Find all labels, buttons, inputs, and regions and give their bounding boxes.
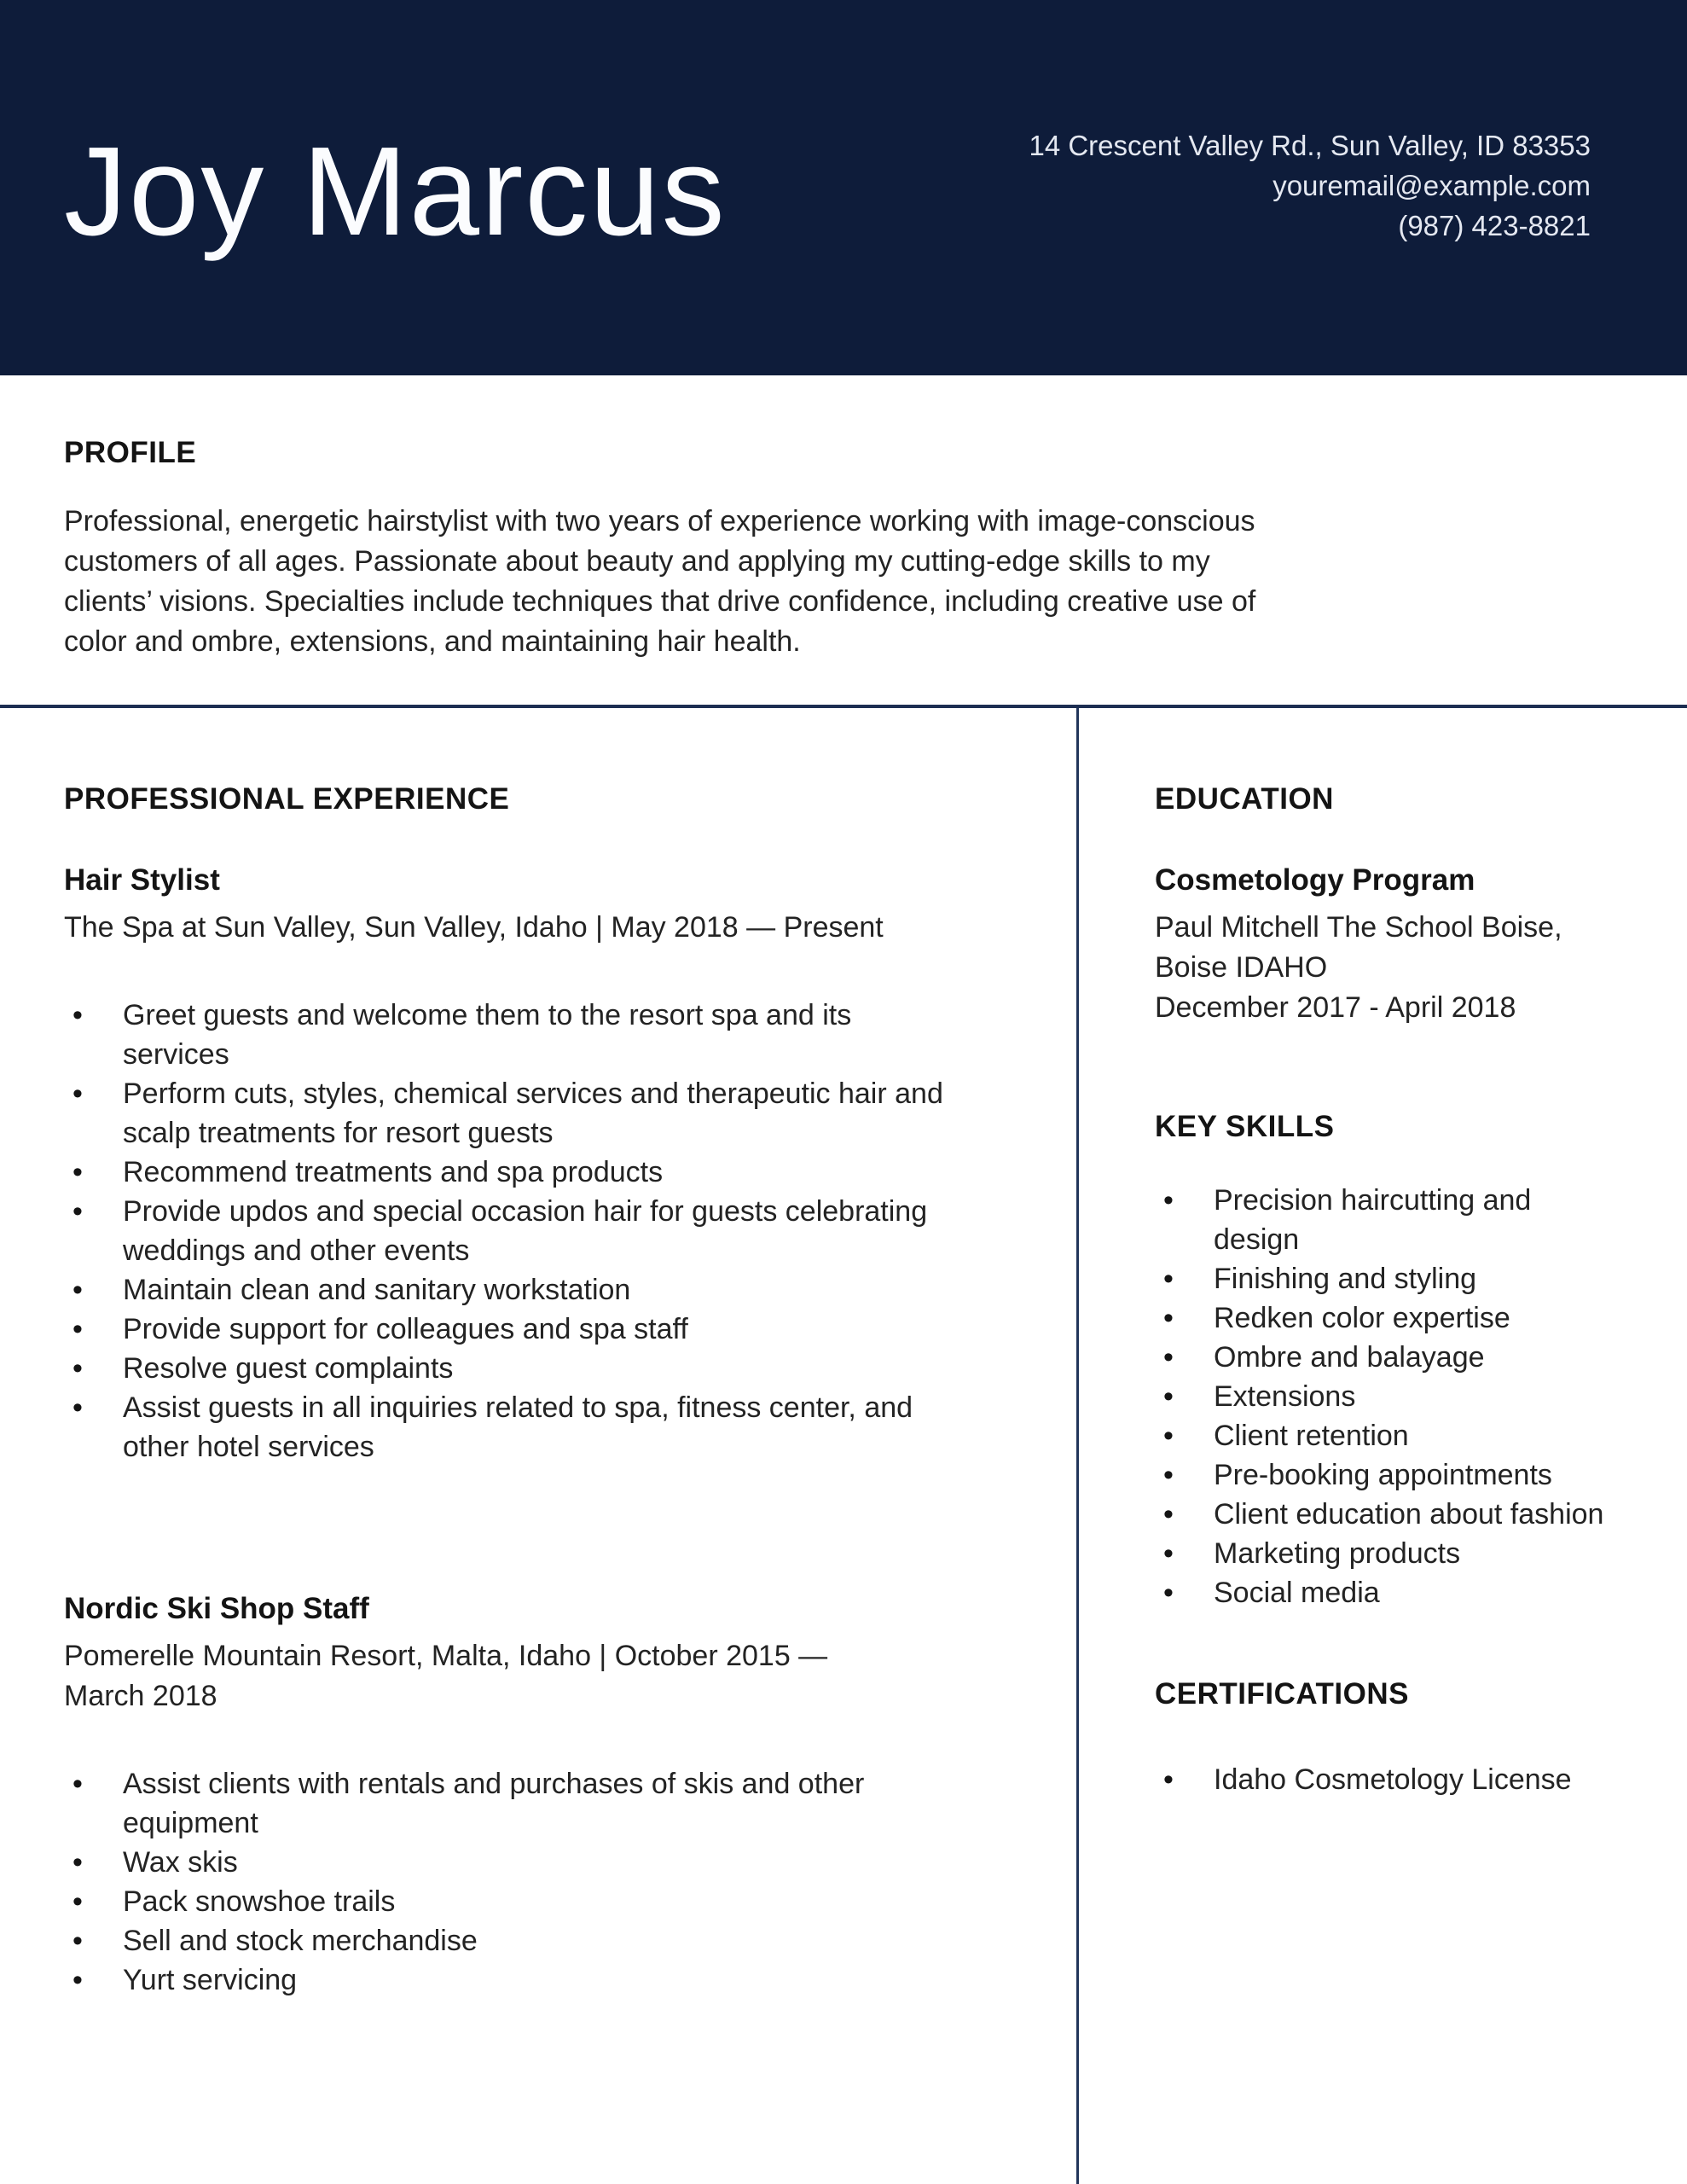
body-columns xyxy=(0,708,1687,2184)
education-detail-line: Paul Mitchell The School Boise, xyxy=(1155,910,1562,944)
job-meta: The Spa at Sun Valley, Sun Valley, Idaho | May 2018 — Present xyxy=(64,910,884,944)
education-heading: EDUCATION xyxy=(1155,782,1334,816)
bullet-icon: • xyxy=(1163,1262,1174,1295)
job-bullet-list xyxy=(64,1764,959,2000)
skill-text: Precision haircutting and design xyxy=(1214,1183,1532,1256)
bullet-icon: • xyxy=(72,1963,83,1996)
bullet-item xyxy=(64,1349,959,1388)
header-band xyxy=(0,0,1687,375)
skill-item xyxy=(1155,1495,1615,1534)
bullet-text: Assist clients with rentals and purchases of skis and other equipment xyxy=(123,1767,865,1839)
bullet-item xyxy=(64,1921,959,1960)
skill-text: Client education about fashion xyxy=(1214,1497,1604,1531)
bullet-item xyxy=(64,996,959,1074)
bullet-icon: • xyxy=(72,998,83,1031)
bullet-item xyxy=(64,1882,959,1921)
bullet-icon: • xyxy=(1163,1380,1174,1413)
bullet-icon: • xyxy=(72,1155,83,1188)
skill-item xyxy=(1155,1377,1615,1416)
bullet-text: Assist guests in all inquiries related to spa, fitness center, and other hotel services xyxy=(123,1391,913,1463)
skill-item xyxy=(1155,1534,1615,1573)
bullet-icon: • xyxy=(72,1077,83,1110)
skill-text: Social media xyxy=(1214,1576,1380,1609)
bullet-icon: • xyxy=(72,1845,83,1879)
skill-text: Marketing products xyxy=(1214,1536,1461,1570)
skill-item xyxy=(1155,1455,1615,1495)
bullet-text: Recommend treatments and spa products xyxy=(123,1155,664,1188)
key-skills-heading: KEY SKILLS xyxy=(1155,1109,1335,1143)
bullet-icon: • xyxy=(72,1767,83,1800)
contact-email: youremail@example.com xyxy=(1272,169,1591,201)
bullet-text: Maintain clean and sanitary workstation xyxy=(123,1273,631,1306)
certification-text: Idaho Cosmetology License xyxy=(1214,1763,1572,1796)
skill-text: Finishing and styling xyxy=(1214,1262,1477,1295)
skill-item xyxy=(1155,1181,1615,1259)
bullet-item xyxy=(64,1074,959,1153)
skill-text: Pre-booking appointments xyxy=(1214,1458,1552,1491)
bullet-icon: • xyxy=(1163,1183,1174,1217)
job-title: Hair Stylist xyxy=(64,863,220,897)
contact-block xyxy=(1029,125,1591,246)
bullet-text: Sell and stock merchandise xyxy=(123,1924,478,1957)
contact-phone: (987) 423-8821 xyxy=(1398,209,1591,241)
bullet-item xyxy=(64,1388,959,1467)
profile-section xyxy=(0,375,1687,662)
bullet-item xyxy=(64,1270,959,1310)
bullet-icon: • xyxy=(72,1194,83,1228)
skill-item xyxy=(1155,1259,1615,1298)
education-detail-line: Boise IDAHO xyxy=(1155,950,1328,984)
bullet-item xyxy=(64,1192,959,1270)
bullet-icon: • xyxy=(1163,1497,1174,1531)
bullet-icon: • xyxy=(72,1351,83,1385)
job-entry xyxy=(64,1590,1008,2000)
experience-heading: PROFESSIONAL EXPERIENCE xyxy=(64,782,510,816)
bullet-text: Pack snowshoe trails xyxy=(123,1885,396,1918)
profile-heading: PROFILE xyxy=(64,436,197,469)
bullet-text: Greet guests and welcome them to the resort spa and its services xyxy=(123,998,852,1071)
skill-text: Redken color expertise xyxy=(1214,1301,1510,1334)
skill-item xyxy=(1155,1573,1615,1612)
job-bullet-list xyxy=(64,996,959,1467)
education-detail-line: December 2017 - April 2018 xyxy=(1155,990,1516,1024)
experience-column xyxy=(0,708,1076,2184)
sidebar-column xyxy=(1079,708,1687,2184)
bullet-icon: • xyxy=(1163,1536,1174,1570)
bullet-item xyxy=(64,1843,959,1882)
bullet-item xyxy=(64,1764,959,1843)
bullet-icon: • xyxy=(1163,1576,1174,1609)
bullet-text: Provide updos and special occasion hair for guests celebrating weddings and other events xyxy=(123,1194,928,1267)
bullet-icon: • xyxy=(1163,1419,1174,1452)
education-details xyxy=(1155,908,1627,1028)
job-entry xyxy=(64,862,1008,1467)
bullet-text: Resolve guest complaints xyxy=(123,1351,454,1385)
bullet-text: Provide support for colleagues and spa staff xyxy=(123,1312,688,1345)
bullet-text: Yurt servicing xyxy=(123,1963,298,1996)
person-name: Joy Marcus xyxy=(64,121,727,262)
job-title: Nordic Ski Shop Staff xyxy=(64,1591,369,1625)
skill-text: Client retention xyxy=(1214,1419,1409,1452)
bullet-icon: • xyxy=(72,1391,83,1424)
bullet-icon: • xyxy=(72,1885,83,1918)
bullet-icon: • xyxy=(1163,1340,1174,1374)
bullet-icon: • xyxy=(72,1273,83,1306)
certification-item xyxy=(1155,1760,1615,1799)
skill-item xyxy=(1155,1416,1615,1455)
bullet-icon: • xyxy=(1163,1301,1174,1334)
bullet-icon: • xyxy=(1163,1763,1174,1796)
bullet-text: Wax skis xyxy=(123,1845,238,1879)
job-meta: Pomerelle Mountain Resort, Malta, Idaho | October 2015 — March 2018 xyxy=(64,1639,828,1712)
bullet-item xyxy=(64,1960,959,2000)
skill-item xyxy=(1155,1298,1615,1338)
skill-text: Extensions xyxy=(1214,1380,1356,1413)
education-program: Cosmetology Program xyxy=(1155,863,1475,897)
bullet-icon: • xyxy=(72,1312,83,1345)
contact-address: 14 Crescent Valley Rd., Sun Valley, ID 83353 xyxy=(1029,129,1591,161)
certifications-heading: CERTIFICATIONS xyxy=(1155,1676,1410,1711)
bullet-item xyxy=(64,1310,959,1349)
skill-item xyxy=(1155,1338,1615,1377)
bullet-text: Perform cuts, styles, chemical services and therapeutic hair and scalp treatments for resort guests xyxy=(123,1077,943,1149)
bullet-icon: • xyxy=(72,1924,83,1957)
bullet-item xyxy=(64,1153,959,1192)
profile-text: Professional, energetic hairstylist with two years of experience working with image-conscious customers of all ages. Passionate about beauty and applying my cutting-edge skills to my clients’ visions. Specialties include techniques that drive confidence, including creative use of color and ombre, extensions, and maintaining hair health. xyxy=(64,505,1256,658)
bullet-icon: • xyxy=(1163,1458,1174,1491)
key-skills-list xyxy=(1155,1181,1615,1612)
certifications-list xyxy=(1155,1760,1615,1799)
skill-text: Ombre and balayage xyxy=(1214,1340,1485,1374)
